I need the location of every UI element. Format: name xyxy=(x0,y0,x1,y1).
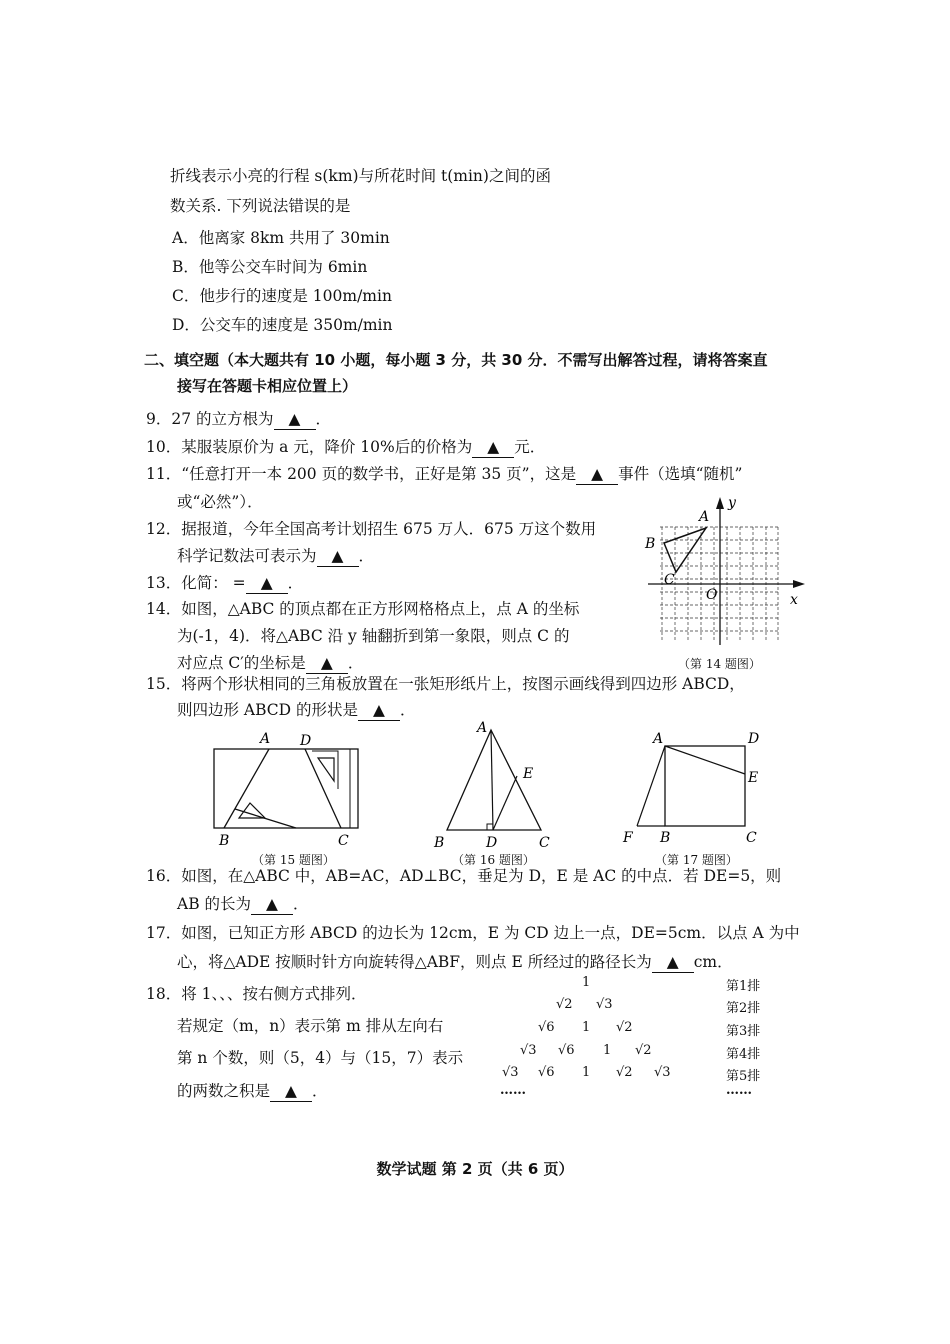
q12-text: 12．据报道，今年全国高考计划招生 675 万人．675 万这个数用 xyxy=(146,520,597,538)
fig17-ae xyxy=(665,746,745,774)
section2-title-line1: 二、填空题（本大题共有 10 小题，每小题 3 分，共 30 分．不需写出解答过程，请将答案直 xyxy=(144,351,768,369)
fig18-r5-c4: √2 xyxy=(616,1065,633,1080)
fig14-label-c: C xyxy=(664,572,675,588)
q13-equals: = xyxy=(232,574,246,592)
fig18-r2-label: 第2排 xyxy=(726,1001,761,1016)
figure-15 xyxy=(210,727,370,852)
figure-14 xyxy=(640,495,810,645)
fig17-af xyxy=(637,746,665,826)
q11-end: 事件（选填“随机” xyxy=(618,465,743,483)
q15-text: 15．将两个形状相同的三角板放置在一张矩形纸片上，按图示画线得到四边形 ABCD， xyxy=(146,675,745,693)
fig17-label-b: B xyxy=(660,830,671,846)
q18-line2: 若规定（m，n）表示第 m 排从左向右 xyxy=(177,1017,444,1035)
q8-option-b: B．他等公交车时间为 6min xyxy=(172,258,368,276)
fig18-r4-c2: √6 xyxy=(558,1043,575,1058)
figure-17 xyxy=(620,727,770,852)
q9-stem: 9．27 的立方根为 xyxy=(146,410,274,428)
fig18-r5-label: 第5排 xyxy=(726,1069,761,1084)
q13-stem: 13．化简： xyxy=(146,574,228,592)
q14-end: ． xyxy=(347,654,364,672)
fig18-r4-c1: √3 xyxy=(520,1043,537,1058)
q18-line3: 第 n 个数，则（5，4）与（15，7）表示 xyxy=(177,1049,464,1067)
q17-line2 xyxy=(177,952,733,973)
fig18-r5-c1: √3 xyxy=(502,1065,519,1080)
fig18-r4-c3: 1 xyxy=(603,1043,612,1058)
q15-end: ． xyxy=(400,701,416,719)
q15-answer-mark: ▲ xyxy=(358,700,400,721)
q8-stem-line1: 折线表示小亮的行程 s(km)与所花时间 t(min)之间的函 xyxy=(170,167,551,185)
fig18-ellipsis-left: …… xyxy=(500,1083,526,1098)
q8-option-a: A．他离家 8km 共用了 30min xyxy=(172,229,390,247)
q18-stem: 的两数之积是 xyxy=(177,1082,271,1100)
q10-end: 元． xyxy=(514,438,546,456)
fig14-y-arrow xyxy=(716,497,724,509)
q14-stem: 对应点 C′的坐标是 xyxy=(177,654,306,672)
q16-end: ． xyxy=(293,895,309,913)
fig14-label-o: O xyxy=(706,587,718,603)
q12-stem: 科学记数法可表示为 xyxy=(177,547,317,565)
q15-stem: 则四边形 ABCD 的形状是 xyxy=(177,701,359,719)
fig14-label-y: y xyxy=(728,495,736,511)
fig15-small-triangle-bottom xyxy=(239,803,265,818)
fig15-label-c: C xyxy=(338,833,349,849)
fig18-r1-c1: 1 xyxy=(582,975,591,990)
fig17-label-e: E xyxy=(748,770,759,786)
fig14-label-x: x xyxy=(790,592,798,608)
q16-text: 16．如图，在△ABC 中，AB=AC，AD⊥BC，垂足为 D，E 是 AC 的中点．若 DE=5，则 xyxy=(146,867,782,885)
fig14-x-arrow xyxy=(793,580,805,588)
q12-line2 xyxy=(177,546,374,567)
q13-text xyxy=(146,573,303,594)
q14-text: 14．如图，△ABC 的顶点都在正方形网格格点上，点 A 的坐标 xyxy=(146,600,580,618)
fig16-label-c: C xyxy=(539,835,550,851)
fig18-r4-c4: √2 xyxy=(635,1043,652,1058)
fig16-de xyxy=(493,776,517,830)
q9-text xyxy=(146,409,331,430)
q17-text: 17．如图，已知正方形 ABCD 的边长为 12cm，E 为 CD 边上一点，DE=5cm．以点 A 为中 xyxy=(146,924,800,942)
fig15-small-triangle-top xyxy=(318,758,334,781)
figure-16 xyxy=(430,718,560,851)
fig16-ad xyxy=(491,730,493,830)
q10-answer-mark: ▲ xyxy=(472,437,514,458)
fig18-r3-label: 第3排 xyxy=(726,1024,761,1039)
fig16-label-b: B xyxy=(434,835,445,851)
figure-18 xyxy=(490,975,780,1100)
q17-answer-mark: ▲ xyxy=(652,952,694,973)
q11-text xyxy=(146,464,742,485)
fig17-caption: （第 17 题图） xyxy=(655,853,738,867)
q12-end: ． xyxy=(358,547,375,565)
fig16-right-angle xyxy=(487,824,493,830)
q14-answer-mark: ▲ xyxy=(306,653,348,674)
q8-option-c: C．他步行的速度是 100m/min xyxy=(172,287,392,305)
fig18-r5-c2: √6 xyxy=(538,1065,555,1080)
fig17-label-a: A xyxy=(653,731,664,747)
fig16-caption: （第 16 题图） xyxy=(452,853,535,867)
fig17-label-f: F xyxy=(623,830,633,846)
fig18-r3-c3: √2 xyxy=(616,1020,633,1035)
fig16-label-d: D xyxy=(486,835,498,851)
fig18-r5-c3: 1 xyxy=(582,1065,591,1080)
fig14-triangle-abc xyxy=(664,528,706,572)
fig14-caption: （第 14 题图） xyxy=(678,657,761,671)
q17-end: cm． xyxy=(693,953,733,971)
q11-answer-mark: ▲ xyxy=(576,464,618,485)
q11-line2: 或“必然”）． xyxy=(177,493,263,511)
fig18-r2-c2: √3 xyxy=(596,997,613,1012)
q9-end: ． xyxy=(315,410,332,428)
fig14-label-a: A xyxy=(699,509,710,525)
q18-line4 xyxy=(177,1081,328,1102)
fig18-r1-label: 第1排 xyxy=(726,979,761,994)
q15-line2 xyxy=(177,700,416,721)
fig18-r2-c1: √2 xyxy=(556,997,573,1012)
fig16-label-a: A xyxy=(477,720,488,736)
fig15-caption: （第 15 题图） xyxy=(252,853,335,867)
q14-line3 xyxy=(177,653,363,674)
fig16-label-e: E xyxy=(523,766,534,782)
q16-line2 xyxy=(177,894,309,915)
fig15-ab xyxy=(224,749,269,828)
fig18-ellipsis-right: …… xyxy=(726,1083,752,1098)
q10-text xyxy=(146,437,545,458)
fig17-square-abcd xyxy=(665,746,745,826)
q17-stem: 心，将△ADE 按顺时针方向旋转得△ABF，则点 E 所经过的路径长为 xyxy=(177,953,652,971)
q10-stem: 10．某服装原价为 a 元，降价 10%后的价格为 xyxy=(146,438,473,456)
fig18-r3-c2: 1 xyxy=(582,1020,591,1035)
q18-answer-mark: ▲ xyxy=(270,1081,312,1102)
q8-option-d: D．公交车的速度是 350m/min xyxy=(172,316,393,334)
fig18-r4-label: 第4排 xyxy=(726,1047,761,1062)
q9-answer-mark: ▲ xyxy=(274,409,316,430)
q12-answer-mark: ▲ xyxy=(317,546,359,567)
page-footer: 数学试题 第 2 页（共 6 页） xyxy=(376,1160,574,1178)
fig15-label-b: B xyxy=(219,833,230,849)
fig14-label-b: B xyxy=(645,536,656,552)
fig15-label-a: A xyxy=(260,731,271,747)
section2-title-line2: 接写在答题卡相应位置上） xyxy=(177,377,358,395)
fig15-rectangle xyxy=(214,749,358,828)
q8-stem-line2: 数关系. 下列说法错误的是 xyxy=(170,197,351,215)
q16-stem: AB 的长为 xyxy=(177,895,252,913)
fig17-label-d: D xyxy=(748,731,760,747)
q11-stem: 11．“任意打开一本 200 页的数学书，正好是第 35 页”，这是 xyxy=(146,465,577,483)
fig15-label-d: D xyxy=(300,733,312,749)
q16-answer-mark: ▲ xyxy=(251,894,293,915)
q18-end: ． xyxy=(312,1082,328,1100)
q18-text: 18．将 1、、、按右侧方式排列． xyxy=(146,985,367,1003)
q14-line2: 为(-1，4)．将△ABC 沿 y 轴翻折到第一象限，则点 C 的 xyxy=(177,627,570,645)
q13-end: ． xyxy=(287,574,304,592)
fig18-r3-c1: √6 xyxy=(538,1020,555,1035)
fig17-label-c: C xyxy=(746,830,757,846)
fig15-dc xyxy=(305,749,341,828)
fig18-r5-c5: √3 xyxy=(654,1065,671,1080)
q13-answer-mark: ▲ xyxy=(246,573,288,594)
